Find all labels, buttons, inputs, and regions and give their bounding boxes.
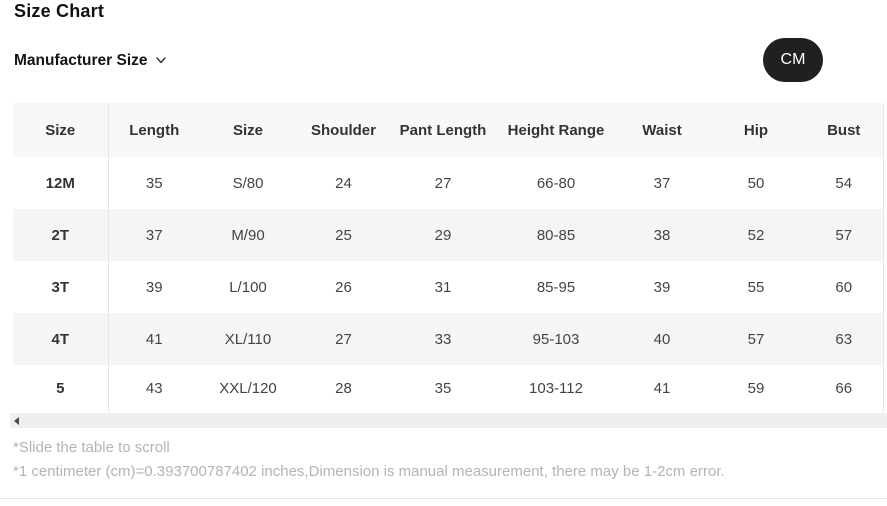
- table-row: [13, 313, 883, 365]
- table-cell: XL/110: [224, 330, 272, 348]
- table-cell: 39: [653, 278, 671, 296]
- table-cell: 39: [145, 278, 163, 296]
- row-size-label: 2T: [13, 209, 108, 261]
- table-row: [13, 209, 883, 261]
- footnote-scroll-hint: *Slide the table to scroll: [13, 439, 170, 456]
- row-size-label: 12M: [13, 157, 108, 209]
- column-header: Size: [13, 103, 108, 157]
- bottom-divider: [0, 498, 887, 499]
- table-header-row: [13, 103, 883, 157]
- table-cell: 25: [335, 226, 352, 244]
- page-title: Size Chart: [14, 1, 105, 21]
- table-cell: S/80: [232, 174, 264, 192]
- table-cell: M/90: [231, 226, 265, 244]
- table-cell: 43: [145, 380, 163, 397]
- table-cell: 60: [835, 278, 853, 296]
- table-cell: 54: [835, 174, 853, 192]
- table-cell: 66-80: [536, 174, 576, 192]
- manufacturer-size-label: Manufacturer Size: [14, 52, 148, 69]
- table-cell: 63: [835, 330, 853, 348]
- manufacturer-size-dropdown[interactable]: [14, 50, 168, 72]
- table-cell: 24: [335, 174, 352, 192]
- column-header: Height Range: [507, 121, 605, 139]
- table-cell: 41: [653, 380, 671, 397]
- table-row: [13, 157, 883, 209]
- table-cell: 80-85: [536, 226, 576, 244]
- table-cell: 27: [434, 174, 452, 192]
- table-cell: 59: [747, 380, 765, 397]
- table-cell: 28: [335, 380, 352, 397]
- table-cell: 95-103: [532, 330, 580, 348]
- table-cell: 37: [653, 174, 671, 192]
- table-cell: 52: [747, 226, 765, 244]
- table-cell: 40: [653, 330, 671, 348]
- table-cell: 33: [434, 330, 452, 348]
- table-cell: 27: [335, 330, 352, 348]
- row-size-label: 3T: [13, 261, 108, 313]
- size-table: [13, 103, 884, 412]
- scroll-left-arrow-icon[interactable]: [14, 417, 19, 425]
- table-cell: 38: [653, 226, 671, 244]
- unit-toggle-button[interactable]: CM: [763, 38, 823, 82]
- table-cell: 55: [747, 278, 765, 296]
- table-cell: 41: [145, 330, 163, 348]
- footnote-measurement-note: *1 centimeter (cm)=0.393700787402 inches,Dimension is manual measurement, there may be 1-2cm error.: [13, 463, 725, 480]
- horizontal-scrollbar[interactable]: [10, 413, 887, 428]
- column-header: Bust: [827, 121, 861, 139]
- row-size-label: 5: [13, 365, 108, 412]
- table-cell: 57: [835, 226, 853, 244]
- column-header: Length: [129, 121, 180, 139]
- table-cell: 29: [434, 226, 452, 244]
- size-table-scroll-area[interactable]: [13, 103, 883, 412]
- table-cell: L/100: [229, 278, 267, 296]
- table-cell: 50: [747, 174, 765, 192]
- table-cell: 103-112: [529, 380, 583, 397]
- table-cell: 85-95: [536, 278, 576, 296]
- column-header: Hip: [743, 121, 769, 139]
- column-header: Waist: [642, 121, 682, 139]
- table-row: [13, 261, 883, 313]
- row-size-label: 4T: [13, 313, 108, 365]
- table-cell: 57: [747, 330, 765, 348]
- table-cell: 35: [145, 174, 163, 192]
- column-header: Pant Length: [399, 121, 487, 139]
- column-header: Size: [232, 121, 263, 139]
- column-header: Shoulder: [310, 121, 376, 139]
- table-cell: 37: [145, 226, 163, 244]
- table-cell: XXL/120: [219, 380, 277, 397]
- table-cell: 35: [434, 380, 452, 397]
- table-cell: 26: [335, 278, 352, 296]
- table-cell: 31: [434, 278, 452, 296]
- chevron-down-icon: [154, 53, 168, 72]
- table-cell: 66: [835, 380, 853, 397]
- table-row: [13, 365, 883, 412]
